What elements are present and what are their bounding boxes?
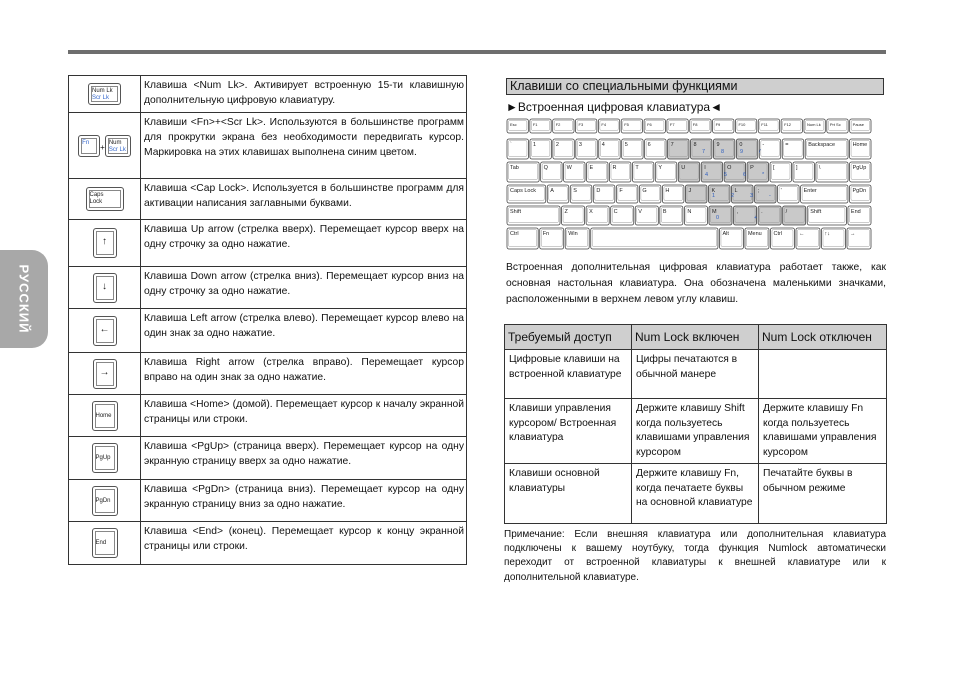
svg-text:F7: F7 xyxy=(669,122,675,127)
keyboard-key xyxy=(759,139,780,159)
keyboard-key xyxy=(635,206,658,225)
down-arrow-key-icon: ↓ xyxy=(93,273,117,303)
svg-text:F9: F9 xyxy=(715,122,721,127)
keyboard-key xyxy=(793,162,814,182)
keyboard-key xyxy=(611,206,634,225)
svg-text:,: , xyxy=(736,209,739,215)
keyboard-key xyxy=(668,139,689,159)
svg-text:Win: Win xyxy=(568,231,578,237)
table-cell: Печатайте буквы в обычном режиме xyxy=(759,464,887,524)
keyboard-key xyxy=(816,162,848,182)
keyboard-key xyxy=(632,162,653,182)
keypad-digit-label: / xyxy=(759,149,761,155)
svg-text:P: P xyxy=(750,165,754,171)
keypad-digit-label: 6 xyxy=(743,172,747,178)
table-row xyxy=(69,353,467,395)
column-header: Num Lock отключен xyxy=(759,325,887,350)
svg-text:Q: Q xyxy=(543,165,548,171)
svg-text:5: 5 xyxy=(624,142,628,148)
keyboard-key xyxy=(655,162,676,182)
svg-text:L: L xyxy=(734,188,738,194)
svg-text:R: R xyxy=(612,165,617,171)
table-row xyxy=(69,480,467,522)
keyboard-key xyxy=(599,139,620,159)
svg-text:G: G xyxy=(642,188,647,194)
svg-text:J: J xyxy=(688,188,692,194)
keyboard-key xyxy=(507,206,560,225)
svg-text:Caps Lock: Caps Lock xyxy=(510,188,536,194)
svg-text:D: D xyxy=(596,188,601,194)
keyboard-key xyxy=(781,119,802,133)
svg-text:Home: Home xyxy=(852,142,868,148)
key-description: Клавиша <End> (конец). Перемещает курсор к концу экранной страницы или строки. xyxy=(141,522,467,565)
svg-text:S: S xyxy=(573,188,577,194)
svg-text:I: I xyxy=(704,165,706,171)
table-row xyxy=(69,179,467,220)
keyboard-key xyxy=(758,119,779,133)
keyboard-key xyxy=(507,228,538,249)
keyboard-key xyxy=(709,206,732,225)
svg-text:F2: F2 xyxy=(555,122,561,127)
up-arrow-key-icon: ↑ xyxy=(93,228,117,258)
header-rule xyxy=(68,50,886,54)
table-cell: Держите клавишу Fn, когда печатаете буквы на основной клавиатуре xyxy=(632,464,759,524)
right-arrow-key-icon: → xyxy=(93,359,117,389)
keyboard-key xyxy=(713,139,734,159)
svg-text:K: K xyxy=(711,188,716,194)
svg-text:T: T xyxy=(635,165,639,171)
keyboard-key xyxy=(591,228,718,249)
keyboard-key xyxy=(848,206,871,225)
svg-text:F6: F6 xyxy=(647,122,652,127)
svg-text:F10: F10 xyxy=(738,122,746,127)
keyboard-key xyxy=(660,206,683,225)
end-key-icon: End xyxy=(92,528,118,558)
svg-text:Shift: Shift xyxy=(810,209,822,215)
keypad-digit-label: 1 xyxy=(712,193,716,199)
keyboard-key xyxy=(616,185,638,203)
keyboard-key xyxy=(745,228,769,249)
keyboard-key xyxy=(821,228,845,249)
svg-text:Pause: Pause xyxy=(852,122,864,127)
keyboard-key xyxy=(547,185,569,203)
svg-text:Shift: Shift xyxy=(510,209,522,215)
key-description: Клавиша <Cap Lock>. Используется в большинстве программ для активации написания заглавными буквами. xyxy=(141,179,467,220)
svg-text:Ctrl: Ctrl xyxy=(510,231,519,237)
table-row xyxy=(69,309,467,353)
keyboard-key xyxy=(622,139,643,159)
keyboard-key xyxy=(801,185,848,203)
svg-text:9: 9 xyxy=(716,142,720,148)
column-header: Num Lock включен xyxy=(632,325,759,350)
keyboard-key xyxy=(553,119,574,133)
table-cell: Клавиши основной клавиатуры xyxy=(505,464,632,524)
table-row xyxy=(69,220,467,267)
keyboard-key xyxy=(805,139,848,159)
svg-text:1: 1 xyxy=(532,142,536,148)
column-header: Требуемый доступ xyxy=(505,325,632,350)
subtitle: ►Встроенная цифровая клавиатура◄ xyxy=(506,100,722,114)
keyboard-key xyxy=(576,119,597,133)
table-cell: Клавиши управления курсором/ Встроенная клавиатура xyxy=(505,399,632,464)
keyboard-key xyxy=(678,162,699,182)
svg-text:': ' xyxy=(780,188,782,194)
table-row xyxy=(505,350,887,399)
svg-text:B: B xyxy=(662,209,667,215)
keyboard-key xyxy=(847,228,871,249)
keyboard-key xyxy=(758,206,781,225)
svg-text:7: 7 xyxy=(670,142,674,148)
key-description: Клавиша Down arrow (стрелка вниз). Перемещает курсор вниз на одну строчку за одно нажатие. xyxy=(141,267,467,309)
keyboard-key xyxy=(639,185,661,203)
svg-text:F12: F12 xyxy=(784,122,792,127)
keyboard-key xyxy=(645,139,666,159)
svg-text:A: A xyxy=(550,188,554,194)
table-header-row xyxy=(505,325,887,350)
svg-text:F: F xyxy=(619,188,623,194)
svg-text:Z: Z xyxy=(564,209,568,215)
svg-text:4: 4 xyxy=(601,142,605,148)
key-description-table xyxy=(68,75,467,565)
table-row xyxy=(69,522,467,565)
svg-text:/: / xyxy=(785,209,788,215)
note-paragraph: Примечание: Если внешняя клавиатура или дополнительная клавиатура подключены к вашему ноутбуку, тогда функция Numlock автоматически переходит от встроенной клавиатуры к внешней клавиатуре или к дополнительной клавиатуре. xyxy=(504,529,886,583)
svg-text:F8: F8 xyxy=(692,122,698,127)
svg-text:→: → xyxy=(849,231,856,237)
left-arrow-key-icon: ← xyxy=(93,316,117,346)
keyboard-key xyxy=(782,139,803,159)
table-row xyxy=(69,437,467,480)
keyboard-key xyxy=(553,139,574,159)
keyboard-key xyxy=(662,185,684,203)
table-row xyxy=(69,395,467,437)
svg-text:Y: Y xyxy=(658,165,663,171)
svg-text:Fn: Fn xyxy=(542,231,550,237)
keypad-digit-label: 7 xyxy=(702,149,706,155)
svg-text:↑↓: ↑↓ xyxy=(824,231,830,237)
keyboard-key xyxy=(576,139,597,159)
keyboard-diagram xyxy=(506,117,872,251)
keypad-digit-label: 9 xyxy=(740,149,744,155)
key-description: Клавиши <Fn>+<Scr Lk>. Используются в большинстве программ для прокрутки экрана без необходимости передвигать курсор. Маркировка на этих клавишах выполнена синим цветом. xyxy=(141,113,467,179)
keyboard-key xyxy=(735,119,756,133)
keyboard-key xyxy=(598,119,619,133)
keyboard-key xyxy=(770,162,791,182)
table-row xyxy=(505,464,887,524)
table-cell xyxy=(759,350,887,399)
svg-text:Backspace: Backspace xyxy=(808,142,836,148)
keyboard-key xyxy=(778,185,800,203)
svg-text:U: U xyxy=(681,165,686,171)
svg-text:V: V xyxy=(638,209,642,215)
table-row xyxy=(69,76,467,113)
keyboard-key xyxy=(685,185,707,203)
svg-text:`: ` xyxy=(510,142,512,148)
key-description: Клавиша <Num Lk>. Активирует встроенную 15-ти клавишную дополнительную цифровую клавиатуру. xyxy=(141,76,467,113)
numlock-access-table xyxy=(504,324,887,524)
svg-text:F4: F4 xyxy=(601,122,607,127)
svg-text:←: ← xyxy=(798,231,805,237)
keyboard-key xyxy=(713,119,734,133)
key-description: Клавиша Right arrow (стрелка вправо). Перемещает курсор вправо на один знак за одно нажатие. xyxy=(141,353,467,395)
keyboard-key xyxy=(507,185,546,203)
svg-text:[: [ xyxy=(773,165,775,171)
svg-text:End: End xyxy=(850,209,861,215)
keyboard-key xyxy=(690,119,711,133)
keyboard-key xyxy=(644,119,665,133)
key-description: Клавиша <PgDn> (страница вниз). Перемещает курсор на одну экранную страницу вниз за одно нажатие. xyxy=(141,480,467,522)
page-up-key-icon: PgUp xyxy=(92,443,118,473)
keyboard-key xyxy=(609,162,630,182)
svg-text:PgDn: PgDn xyxy=(852,188,867,194)
svg-text:=: = xyxy=(785,142,789,148)
keyboard-key xyxy=(719,228,743,249)
keyboard-key xyxy=(783,206,806,225)
intro-paragraph: Встроенная дополнительная цифровая клавиатура работает также, как основная настольная клавиатура. Она обозначена маленькими значками, расположенными в верхнем левом углу клавиш. xyxy=(506,262,886,305)
svg-text:Esc: Esc xyxy=(510,122,517,127)
key-description: Клавиша Left arrow (стрелка влево). Перемещает курсор влево на один знак за одно нажатие. xyxy=(141,309,467,353)
svg-text:W: W xyxy=(566,165,572,171)
keypad-digit-label: * xyxy=(762,172,765,178)
svg-text:Prt Sc: Prt Sc xyxy=(829,122,841,127)
keypad-digit-label: 0 xyxy=(716,215,720,221)
svg-text:Num Lk: Num Lk xyxy=(806,122,821,127)
svg-text:PgUp: PgUp xyxy=(852,165,867,171)
keyboard-key xyxy=(684,206,707,225)
svg-text:.: . xyxy=(761,209,763,215)
keyboard-key xyxy=(530,119,551,133)
svg-text:F5: F5 xyxy=(624,122,629,127)
keyboard-key xyxy=(587,162,608,182)
keyboard-key xyxy=(747,162,768,182)
svg-text:8: 8 xyxy=(693,142,697,148)
keyboard-key xyxy=(667,119,688,133)
scroll-lock-key-icon: Num Scr Lk xyxy=(105,135,131,157)
svg-text:0: 0 xyxy=(739,142,743,148)
keyboard-key xyxy=(770,228,794,249)
svg-text:C: C xyxy=(613,209,618,215)
language-tab-label: РУССКИЙ xyxy=(16,264,32,334)
svg-text:Alt: Alt xyxy=(722,231,729,237)
keypad-digit-label: + xyxy=(754,215,758,221)
key-description: Клавиша Up arrow (стрелка вверх). Перемещает курсор вверх на одну строчку за одно нажатие. xyxy=(141,220,467,267)
num-lock-key-icon: Num Lk Scr Lk xyxy=(88,83,121,105)
svg-text:X: X xyxy=(589,209,593,215)
svg-text:M: M xyxy=(711,209,717,215)
svg-text:2: 2 xyxy=(555,142,559,148)
fn-key-icon: Fn xyxy=(78,135,100,157)
keyboard-key xyxy=(565,228,589,249)
svg-text:-: - xyxy=(762,142,765,148)
keyboard-key xyxy=(530,139,551,159)
keypad-digit-label: - xyxy=(769,193,771,199)
keyboard-key xyxy=(586,206,609,225)
keyboard-key xyxy=(850,119,871,133)
svg-text:;: ; xyxy=(757,188,760,194)
keyboard-key xyxy=(593,185,615,203)
svg-text:\: \ xyxy=(818,165,821,171)
keypad-digit-label: 3 xyxy=(750,193,754,199)
keyboard-key xyxy=(827,119,848,133)
key-description: Клавиша <Home> (домой). Перемещает курсор к началу экранной страницы или строки. xyxy=(141,395,467,437)
keypad-digit-label: 5 xyxy=(724,172,728,178)
keypad-digit-label: 8 xyxy=(721,149,725,155)
keyboard-key xyxy=(849,185,871,203)
keypad-digit-label: 4 xyxy=(705,172,709,178)
home-key-icon: Home xyxy=(92,401,118,431)
keyboard-key xyxy=(621,119,642,133)
svg-text:E: E xyxy=(589,165,594,171)
keypad-digit-label: 2 xyxy=(731,193,735,199)
keyboard-key xyxy=(755,185,777,203)
table-cell: Держите клавишу Shift когда пользуетесь клавишами управления курсором xyxy=(632,399,759,464)
svg-text:F1: F1 xyxy=(532,122,538,127)
page-down-key-icon: PgDn xyxy=(92,486,118,516)
keyboard-key xyxy=(541,162,562,182)
keyboard-key xyxy=(796,228,820,249)
table-cell: Держите клавишу Fn когда пользуетесь клавишами управления курсором xyxy=(759,399,887,464)
keyboard-key xyxy=(507,139,528,159)
table-row xyxy=(505,399,887,464)
svg-text:N: N xyxy=(687,209,692,215)
keyboard-key xyxy=(562,206,585,225)
svg-text:6: 6 xyxy=(647,142,651,148)
language-tab xyxy=(0,250,48,348)
keyboard-key xyxy=(570,185,592,203)
keyboard-key xyxy=(807,206,846,225)
table-cell: Цифровые клавиши на встроенной клавиатуре xyxy=(505,350,632,399)
table-row: Fn+Num Scr Lk Клавиши <Fn>+<Scr Lk>. Используются в большинстве программ для прокрутки экрана без необходимости передвигать курсор. Маркировка на этих клавишах выполнена синим цветом. xyxy=(69,113,467,179)
svg-text:Menu: Menu xyxy=(747,231,762,237)
key-description: Клавиша <PgUp> (страница вверх). Перемещает курсор на одну экранную страницу вверх за одно нажатие. xyxy=(141,437,467,480)
svg-text:3: 3 xyxy=(578,142,582,148)
keyboard-key xyxy=(507,162,539,182)
svg-text:Ctrl: Ctrl xyxy=(773,231,783,237)
svg-text:F11: F11 xyxy=(761,122,768,127)
keyboard-key xyxy=(564,162,585,182)
keyboard-key xyxy=(507,119,528,133)
table-cell: Цифры печатаются в обычной манере xyxy=(632,350,759,399)
svg-text:O: O xyxy=(727,165,732,171)
keyboard-key xyxy=(850,139,871,159)
svg-text:]: ] xyxy=(795,165,798,171)
keyboard-key xyxy=(540,228,564,249)
section-title: Клавиши со специальными функциями xyxy=(506,78,884,95)
caps-lock-key-icon: Caps Lock xyxy=(86,187,124,211)
keyboard-key xyxy=(850,162,871,182)
svg-text:Tab: Tab xyxy=(510,165,519,171)
svg-text:H: H xyxy=(665,188,670,194)
table-row xyxy=(69,267,467,309)
keyboard-key xyxy=(804,119,825,133)
svg-text:Enter: Enter xyxy=(803,188,817,194)
svg-text:F3: F3 xyxy=(578,122,584,127)
